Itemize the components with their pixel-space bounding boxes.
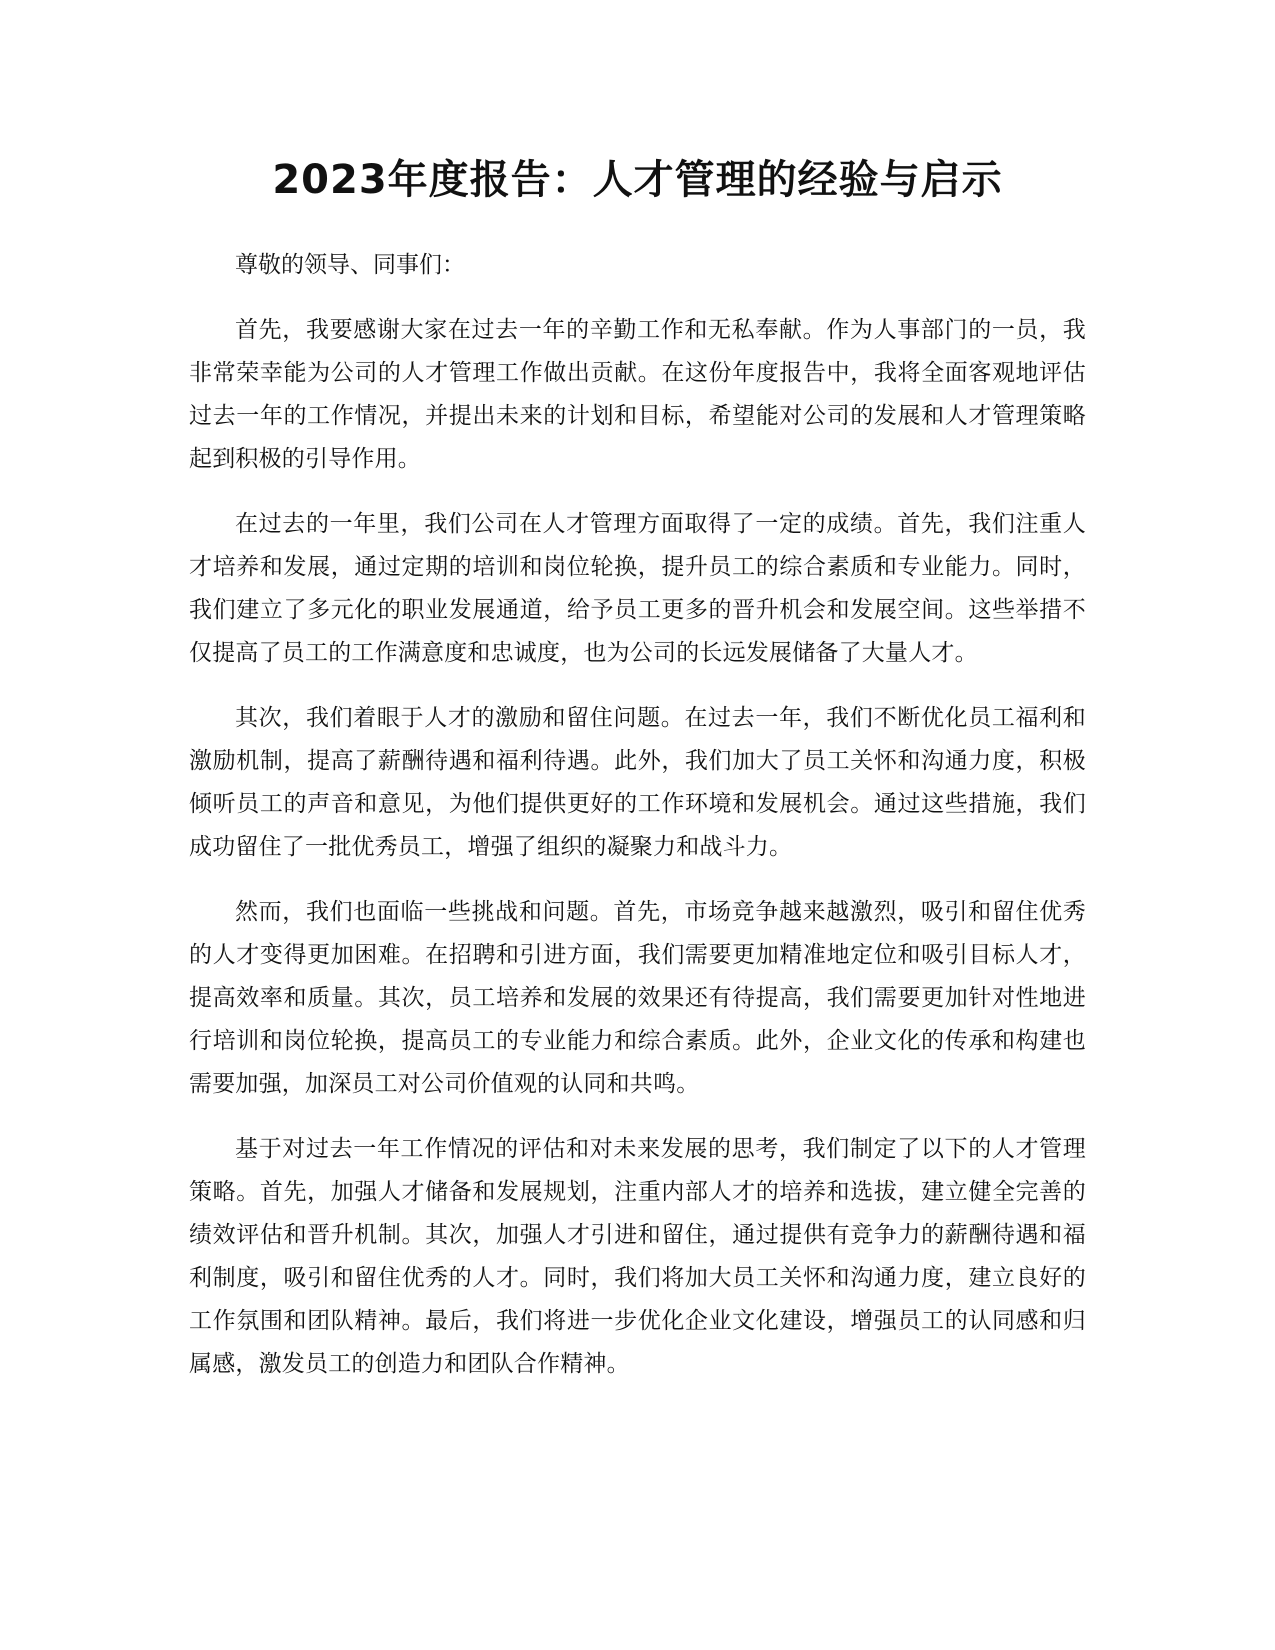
paragraph-incentives: 其次，我们着眼于人才的激励和留住问题。在过去一年，我们不断优化员工福利和激励机制，提高了薪酬待遇和福利待遇。此外，我们加大了员工关怀和沟通力度，积极倾听员工的声音和意见，为他们提供更好的工作环境和发展机会。通过这些措施，我们成功留住了一批优秀员工，增强了组织的凝聚力和战斗力。: [189, 705, 1086, 860]
greeting: 尊敬的领导、同事们：: [235, 252, 465, 278]
paragraph-strategy: 基于对过去一年工作情况的评估和对未来发展的思考，我们制定了以下的人才管理策略。首先，加强人才储备和发展规划，注重内部人才的培养和选拔，建立健全完善的绩效评估和晋升机制。其次，加强人才引进和留住，通过提供有竞争力的薪酬待遇和福利制度，吸引和留住优秀的人才。同时，我们将加大员工关怀和沟通力度，建立良好的工作氛围和团队精神。最后，我们将进一步优化企业文化建设，增强员工的认同感和归属感，激发员工的创造力和团队合作精神。: [189, 1136, 1086, 1377]
document-title: 2023年度报告：人才管理的经验与启示: [272, 157, 1003, 203]
document-body: [189, 244, 1086, 1408]
paragraph-challenges: 然而，我们也面临一些挑战和问题。首先，市场竞争越来越激烈，吸引和留住优秀的人才变得更加困难。在招聘和引进方面，我们需要更加精准地定位和吸引目标人才，提高效率和质量。其次，员工培养和发展的效果还有待提高，我们需要更加针对性地进行培训和岗位轮换，提高员工的专业能力和综合素质。此外，企业文化的传承和构建也需要加强，加深员工对公司价值观的认同和共鸣。: [189, 899, 1086, 1097]
paragraph-gratitude: 首先，我要感谢大家在过去一年的辛勤工作和无私奉献。作为人事部门的一员，我非常荣幸能为公司的人才管理工作做出贡献。在这份年度报告中，我将全面客观地评估过去一年的工作情况，并提出未来的计划和目标，希望能对公司的发展和人才管理策略起到积极的引导作用。: [189, 317, 1086, 472]
paragraph-achievements: 在过去的一年里，我们公司在人才管理方面取得了一定的成绩。首先，我们注重人才培养和发展，通过定期的培训和岗位轮换，提升员工的综合素质和专业能力。同时，我们建立了多元化的职业发展通道，给予员工更多的晋升机会和发展空间。这些举措不仅提高了员工的工作满意度和忠诚度，也为公司的长远发展储备了大量人才。: [189, 511, 1086, 666]
